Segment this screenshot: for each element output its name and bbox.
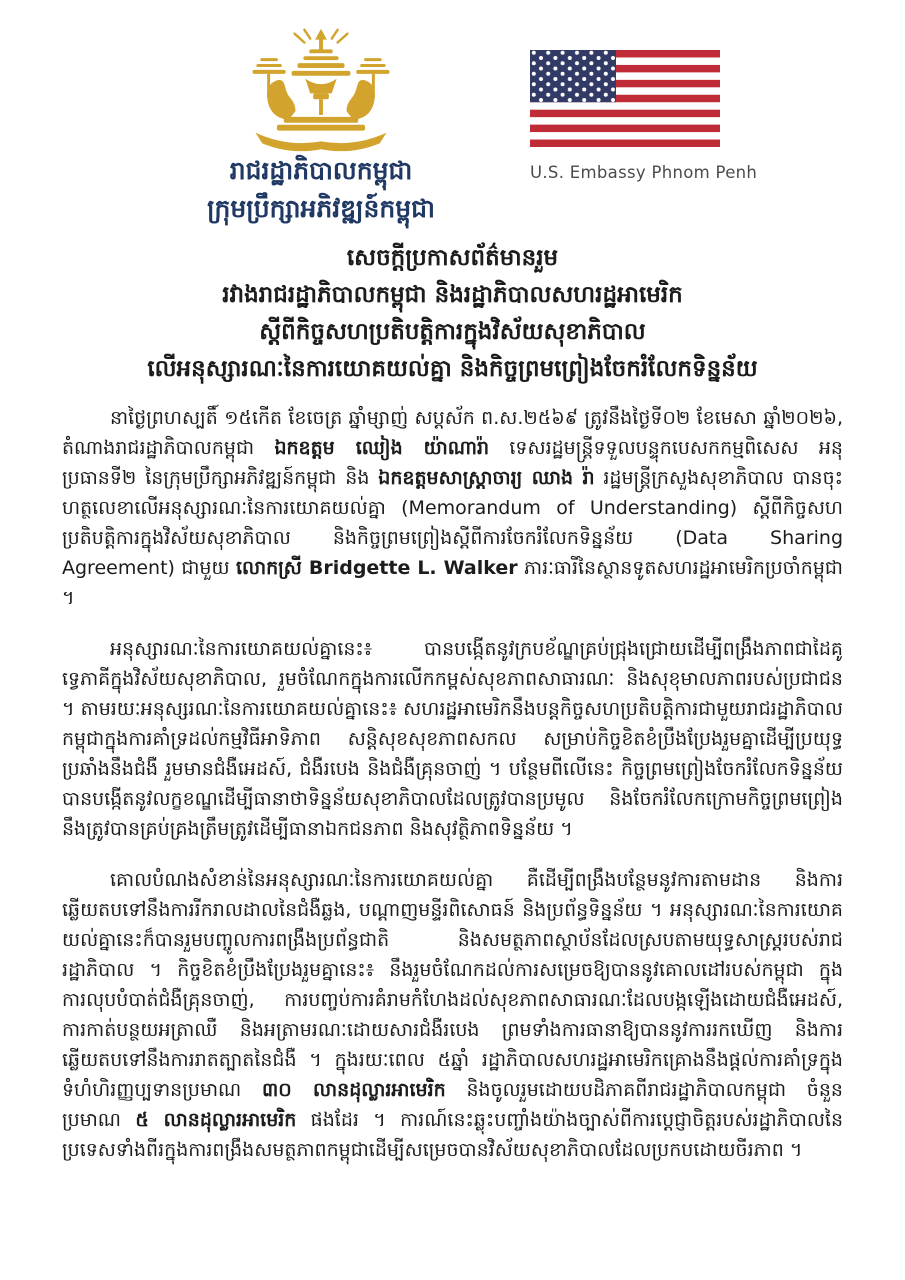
body-text-run: ផងដែរ ។ ការណ៍នេះឆ្លុះបញ្ចាំងយ៉ាងច្បាស់ពីការប្តេជ្ញាចិត្តរបស់រដ្ឋាភិបាលនៃប្រទេសទាំងពីរក្នុងការពង្រឹងសមត្ថភាពកម្ពុជាដើម្បីសម្រេចបានវិស័យសុខាភិបាលដែលប្រកបដោយចីរភាព ។ [62,1109,843,1161]
body-text-run: ទេសរដ្ឋមន្ត្រីទទួលបន្ទុកបេសកកម្មពិសេស អនុប្រធានទី២ នៃក្រុមប្រឹក្សាអភិវឌ្ឍន៍កម្ពុជា និង [62,437,843,489]
dignitary-name-chheang-ra: ឯកឧត្តមសាស្ត្រាចារ្យ ឈាង រ៉ា [378,467,595,489]
press-release-body [0,388,905,1165]
title-line-4: លើអនុស្សារណៈនៃការយោគយល់គ្នា និងកិច្ចព្រមព្រៀងចែករំលែកទិន្នន័យ [147,356,758,382]
cambodia-government-name: រាជរដ្ឋាភិបាលកម្ពុជា [229,156,413,185]
dignitary-name-chhieng-yanara: ឯកឧត្តម ឈៀង យ៉ាណារ៉ា [274,437,490,459]
body-text-run: គោលបំណងសំខាន់នៃអនុស្សារណៈនៃការយោគយល់គ្នា គឺដើម្បីពង្រឹងបន្ថែមនូវការតាមដាន និងការឆ្លើយតបទៅនឹងការរីករាលដាលនៃជំងឺឆ្លង, បណ្ដាញមន្ទីរពិសោធន៍ និងប្រព័ន្ធទិន្នន័យ ។ អនុស្សារណៈនៃការយោគយល់គ្នានេះក៏បានរួមបញ្ចូលការពង្រឹងប្រព័ន្ធជាតិ និងសមត្ថភាពស្ថាប័នដែលស្របតាមយុទ្ធសាស្ត្ររបស់រាជរដ្ឋាភិបាល ។ កិច្ចខិតខំប្រឹងប្រែងរួមគ្នានេះ៖ នឹងរួមចំណែកដល់ការសម្រេចឱ្យបាននូវគោលដៅរបស់កម្ពុជា ក្នុងការលុបបំបាត់ជំងឺគ្រុនចាញ់, ការបញ្ចប់ការគំរាមកំហែងដល់សុខភាពសាធារណៈដែលបង្កឡើងដោយជំងឺអេដស៍, ការកាត់បន្ថយអត្រាឈឺ និងអត្រាមរណៈដោយសារជំងឺរបេង ព្រមទាំងការធានាឱ្យបាននូវការរកឃើញ និងការឆ្លើយតបទៅនឹងការរាតត្បាតនៃជំងឺ ។ ក្នុងរយៈពេល ៥ឆ្នាំ រដ្ឋាភិបាលសហរដ្ឋអាមេរិកគ្រោងនឹងផ្តល់ការគាំទ្រក្នុងទំហំហិរញ្ញប្បទានប្រមាណ [62,869,843,1101]
us-embassy-caption: U.S. Embassy Phnom Penh [530,163,758,182]
title-line-2: រវាងរាជរដ្ឋាភិបាលកម្ពុជា និងរដ្ឋាភិបាលសហរដ្ឋអាមេរិក [222,282,683,308]
funding-amount-us: ៣០ លានដុល្លារអាមេរិក [262,1079,446,1101]
cambodia-header-block [156,28,486,228]
council-development-cambodia-name: ក្រុមប្រឹក្សាអភិវឌ្ឍន៍កម្ពុជា [207,194,435,223]
title-line-3: ស្ដីពីកិច្ចសហប្រតិបត្តិការក្នុងវិស័យសុខាភិបាល [259,319,646,345]
body-text-run: អនុស្សារណៈនៃការយោគយល់គ្នានេះ៖ បានបង្កើតនូវក្របខ័ណ្ឌគ្រប់ជ្រុងជ្រោយដើម្បីពង្រឹងភាពជាដៃគូទ្វេភាគីក្នុងវិស័យសុខាភិបាល, រួមចំណែកក្នុងការលើកកម្ពស់សុខភាពសាធារណៈ និងសុខុមាលភាពរបស់ប្រជាជន ។ តាមរយៈអនុស្សរណៈនៃការយោគយល់គ្នានេះ៖ សហរដ្ឋអាមេរិកនឹងបន្តកិច្ចសហប្រតិបត្តិការជាមួយរាជរដ្ឋាភិបាលកម្ពុជាក្នុងការគាំទ្រដល់កម្មវិធីអាទិភាព សន្តិសុខសុខភាពសកល សម្រាប់កិច្ចខិតខំប្រឹងប្រែងរួមគ្នាដើម្បីប្រយុទ្ធប្រឆាំងនឹងជំងឺ រួមមានជំងឺអេដស៍, ជំងឺរបេង និងជំងឺគ្រុនចាញ់ ។ បន្ថែមពីលើនេះ កិច្ចព្រមព្រៀងចែករំលែកទិន្នន័យ បានបង្កើតនូវលក្ខខណ្ឌដើម្បីធានាថាទិន្នន័យសុខាភិបាលដែលត្រូវបានប្រមូល និងចែករំលែកក្រោមកិច្ចព្រមព្រៀងនឹងត្រូវបានគ្រប់គ្រងត្រឹមត្រូវដើម្បីធានាឯកជនភាព និងសុវត្ថិភាពទិន្នន័យ ។ [62,638,843,840]
paragraph-mou-framework [62,634,843,844]
us-embassy-header-block [530,50,770,182]
body-text-run: និងចូលរួមដោយបដិភាគពីរាជរដ្ឋាភិបាលកម្ពុជា ចំនួនប្រមាណ [62,1079,843,1131]
us-flag-icon [530,50,720,147]
paragraph-signing [62,403,843,613]
funding-amount-cambodia: ៥ លានដុល្លារអាមេរិក [135,1109,297,1131]
body-text-run: រដ្ឋមន្ត្រីក្រសួងសុខាភិបាល បានចុះហត្ថលេខាលើអនុស្សារណៈនៃការយោគយល់គ្នា (Memorandum of Understanding) ស្តីពីកិច្ចសហប្រតិបត្តិការក្នុងវិស័យសុខាភិបាល និងកិច្ចព្រមព្រៀងស្តីពីការចែករំលែកទិន្នន័យ (Data Sharing Agreement) ជាមួយ [62,467,843,579]
royal-arms-of-cambodia-icon [228,28,414,152]
paragraph-objectives-funding [62,865,843,1165]
dignitary-name-bridgette-walker: លោកស្រី Bridgette L. Walker [235,557,518,579]
title-line-1: សេចក្ដីប្រកាសព័ត៌មានរួម [346,245,559,271]
body-text-run: ភារៈធារីនៃស្ថានទូតសហរដ្ឋអាមេរិកប្រចាំកម្ពុជា ។ [62,557,843,609]
body-text-run: នាថ្ងៃព្រហស្បតិ៍ ១៥កើត ខែចេត្រ ឆ្នាំម្សាញ់ សប្តស័ក ព.ស.២៥៦៩ ត្រូវនឹងថ្ងៃទី០២ ខែមេសា ឆ្នាំ២០២៦, តំណាងរាជរដ្ឋាភិបាលកម្ពុជា [62,407,843,459]
